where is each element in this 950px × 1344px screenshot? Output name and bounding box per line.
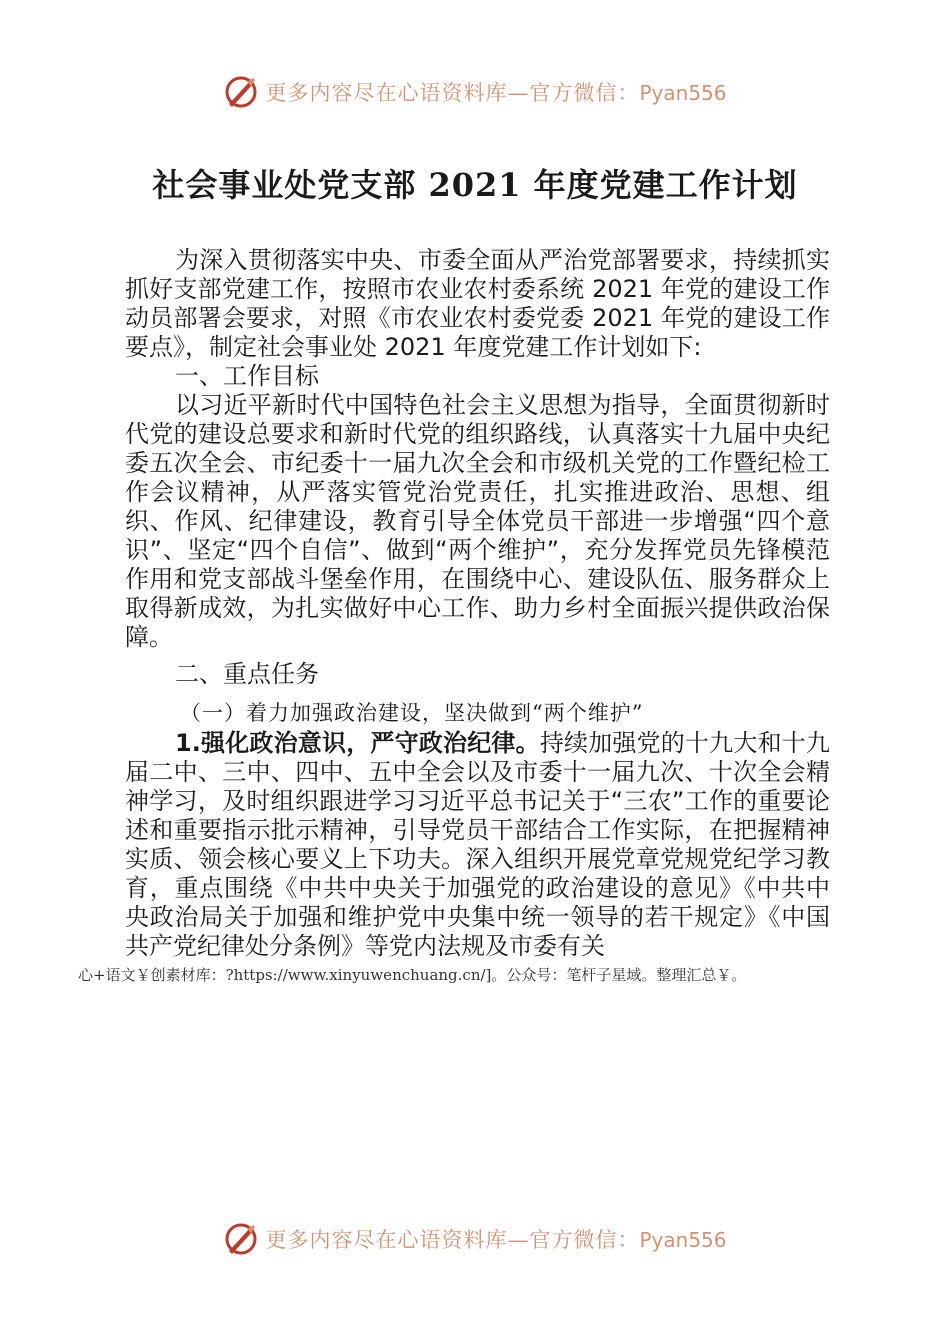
- footer-banner-text: 更多内容尽在心语资料库—官方微信：Pyan556: [265, 1228, 727, 1252]
- footer-banner: [0, 1219, 950, 1259]
- document-title: 社会事业处党支部 2021 年度党建工作计划: [152, 166, 798, 204]
- source-footnote: 心+语文￥创素材库：?https://www.xinyuwenchuang.cn/]。公众号：笔杆子星域。整理汇总￥。: [78, 966, 747, 984]
- document-body: [125, 246, 830, 961]
- pen-logo-icon: [223, 74, 259, 110]
- header-banner-text: 更多内容尽在心语资料库—官方微信：Pyan556: [265, 81, 727, 105]
- pen-logo-icon: [223, 1221, 259, 1257]
- item-lead: 1.强化政治意识，严守政治纪律。: [175, 729, 540, 757]
- item-paragraph: [125, 729, 830, 961]
- subsection-heading: （一）着力加强政治建设，坚决做到“两个维护”: [180, 701, 644, 725]
- section-heading-goals: 一、工作目标: [175, 362, 319, 390]
- section-heading-tasks: 二、重点任务: [175, 660, 319, 688]
- item-body: 持续加强党的十九大和十九届二中、三中、四中、五中全会以及市委十一届九次、十次全会精神学习，及时组织跟进学习习近平总书记关于“三农”工作的重要论述和重要指示批示精神，引导党员干部结合工作实际，在把握精神实质、领会核心要义上下功夫。深入组织开展党章党规党纪学习教育，重点围绕《中共中央关于加强党的政治建设的意见》《中共中央政治局关于加强和维护党中央集中统一领导的若干规定》《中国共产党纪律处分条例》等党内法规及市委有关: [125, 729, 830, 960]
- goals-paragraph: 以习近平新时代中国特色社会主义思想为指导，全面贯彻新时代党的建设总要求和新时代党的组织路线，认真落实十九届中央纪委五次全会、市纪委十一届九次全会和市级机关党的工作暨纪检工作会议精神，从严落实管党治党责任，扎实推进政治、思想、组织、作风、纪律建设，教育引导全体党员干部进一步增强“四个意识”、坚定“四个自信”、做到“两个维护”，充分发挥党员先锋模范作用和党支部战斗堡垒作用，在围绕中心、建设队伍、服务群众上取得新成效，为扎实做好中心工作、助力乡村全面振兴提供政治保障。: [125, 391, 830, 651]
- intro-paragraph: 为深入贯彻落实中央、市委全面从严治党部署要求，持续抓实抓好支部党建工作，按照市农业农村委系统 2021 年党的建设工作动员部署会要求，对照《市农业农村委党委 2021 年党的建设工作要点》，制定社会事业处 2021 年度党建工作计划如下:: [125, 246, 830, 361]
- header-banner: [0, 72, 950, 112]
